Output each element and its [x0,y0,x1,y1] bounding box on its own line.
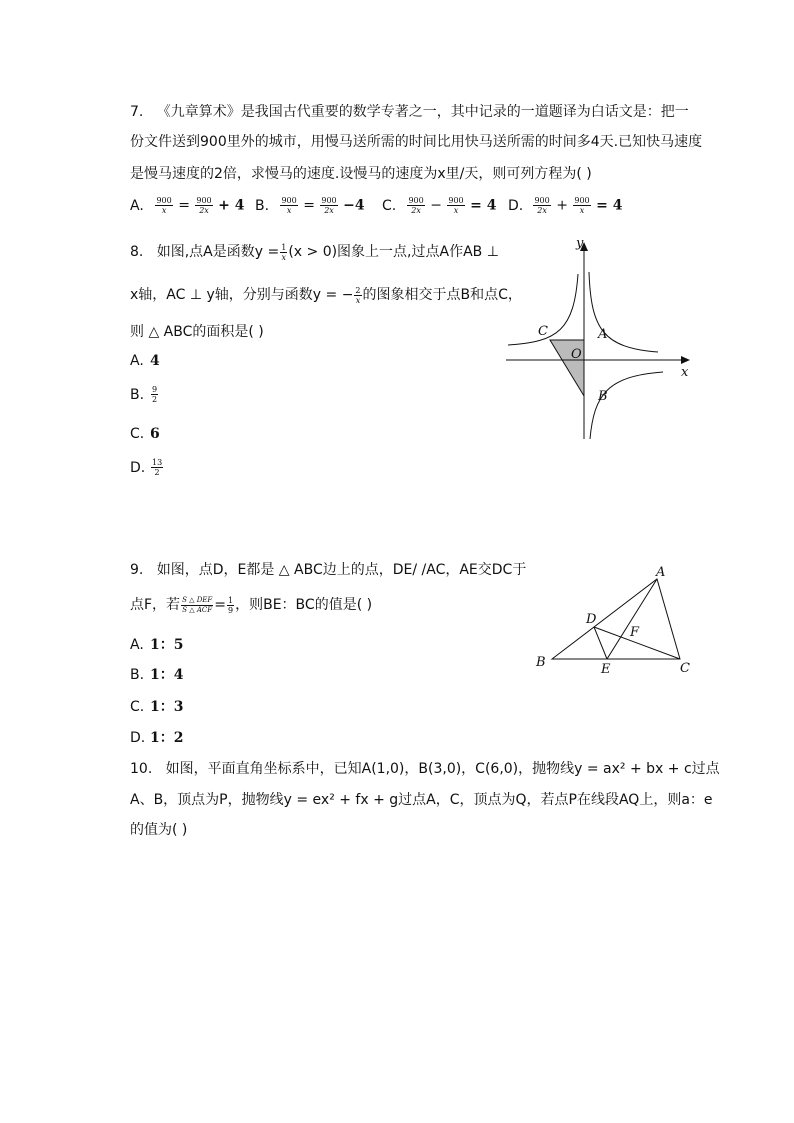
q8-line-1 [130,242,499,262]
q7-option-d[interactable] [508,196,622,215]
option-label: A. [130,637,144,653]
frac-den: x [355,295,361,305]
q8-option-a[interactable] [130,353,160,369]
frac-den: x [579,206,585,215]
q8-text-2a: x轴，AC ⊥ y轴，分别与函数y = − [130,287,354,303]
frac-den: 2x [199,206,209,215]
option-label: A. [130,197,144,214]
q9-option-b[interactable] [130,664,183,684]
q8-line-3: 则 △ ABC的面积是( ) [130,324,264,340]
operator: + [556,197,568,214]
q7-text-1: 《九章算术》是我国古代重要的数学专著之一，其中记录的一道题译为白话文是：把一 [156,104,689,120]
label-e: E [601,662,611,677]
frac-den: 2x [411,206,421,215]
label-b: B [598,389,608,404]
q10-line-2: A、B，顶点为P，抛物线y = ex² + fx + g过点A，C，顶点为Q，若点P在线段AQ上，则a：e [130,792,713,808]
q8-option-b[interactable] [130,385,159,404]
frac-num: 13 [152,458,163,467]
q9-line-2 [130,595,372,615]
operator: = [178,197,190,214]
frac-den: 2x [537,206,547,215]
q9-line-1 [130,560,526,580]
q9-option-a[interactable] [130,634,183,654]
q9-text-2a: 点F，若 [130,597,181,613]
frac-den: x [453,206,459,215]
option-label: D. [130,730,146,746]
q9-figure [530,560,700,680]
option-label: C. [130,426,145,442]
triangle-abc [552,579,680,659]
q9-option-d[interactable] [130,727,183,747]
option-value: 1：3 [150,699,184,715]
q9-option-c[interactable] [130,696,183,716]
frac-num: 900 [281,196,297,205]
frac-num: 900 [408,196,424,205]
q7-number: 7. [130,104,144,120]
option-label: B. [130,667,145,683]
option-label: B. [255,197,270,214]
frac-den: 2 [154,468,160,477]
label-c: C [538,324,548,339]
frac-den: 9 [228,605,234,615]
option-label: A. [130,353,144,369]
tail: = 4 [596,197,623,214]
q8-option-c[interactable] [130,426,160,442]
option-label: D. [130,459,146,476]
frac-den: 2x [324,206,334,215]
segment-ae [607,579,657,659]
frac-num: 2 [355,285,361,295]
operator: − [430,197,442,214]
q7-line-2: 份文件送到900里外的城市，用慢马送所需的时间比用快马送所需的时间多4天.已知快马速度 [130,134,703,150]
option-value: 6 [150,426,160,442]
q8-text-1a: 如图,点A是函数y = [156,244,280,260]
label-o: O [571,347,582,362]
q8-text-1b: (x > 0)图象上一点,过点A作AB ⊥ [288,244,499,260]
operator: = [214,597,227,613]
q10-line-3: 的值为( ) [130,822,188,838]
frac-num: 900 [156,196,172,205]
segment-de [594,627,607,659]
frac-num: 900 [448,196,464,205]
q8-number: 8. [130,244,144,260]
option-label: B. [130,386,145,403]
curve-neg2-over-x-q4 [590,372,663,439]
frac-num: 900 [321,196,337,205]
q9-number: 9. [130,562,144,578]
frac-num: 900 [574,196,590,205]
option-value: 1：5 [150,637,184,653]
q10-line-1 [130,759,720,779]
operator: = [303,197,315,214]
option-value: 1：4 [150,667,184,683]
q7-line-3: 是慢马速度的2倍，求慢马的速度.设慢马的速度为x里/天，则可列方程为( ) [130,166,592,182]
frac-num: 9 [152,385,158,394]
label-y: y [576,236,584,251]
tail: = 4 [470,197,497,214]
frac-num: 900 [196,196,212,205]
frac-den: x [286,206,292,215]
q10-text-1: 如图，平面直角坐标系中，已知A(1,0)，B(3,0)，C(6,0)，抛物线y = ax² + bx + c过点 [165,761,720,777]
frac-num: S △ DEF [182,595,213,604]
option-label: D. [508,197,524,214]
label-d: D [586,612,597,627]
q7-line-1 [130,102,689,122]
q9-text-2b: ，则BE：BC的值是( ) [235,597,373,613]
label-a: A [598,327,608,342]
label-b: B [536,655,546,670]
q7-option-a[interactable] [130,196,244,215]
label-f: F [630,625,640,640]
label-x: x [681,365,689,380]
q8-line-2 [130,285,522,305]
q7-option-b[interactable] [255,196,365,215]
option-value: 4 [150,353,160,369]
tail: + 4 [218,197,245,214]
frac-num: 1 [281,242,287,252]
option-label: C. [130,699,145,715]
q9-text-1: 如图，点D，E都是 △ ABC边上的点，DE/ /AC，AE交DC于 [156,562,527,578]
q8-text-2b: 的图象相交于点B和点C， [362,287,522,303]
q7-option-c[interactable] [382,196,496,215]
label-a: A [656,565,666,580]
option-label: C. [382,197,397,214]
frac-den: x [281,252,287,262]
q8-figure [498,234,698,444]
frac-den: x [161,206,167,215]
x-axis-arrow [681,356,690,364]
frac-num: 900 [534,196,550,205]
label-c: C [680,661,690,676]
frac-den: 2 [152,395,158,404]
q8-option-d[interactable] [130,458,164,477]
frac-num: 1 [228,595,234,605]
frac-den: S △ ACF [182,605,213,614]
option-value: 1：2 [150,730,184,746]
q10-number: 10. [130,761,153,777]
tail: −4 [343,197,365,214]
